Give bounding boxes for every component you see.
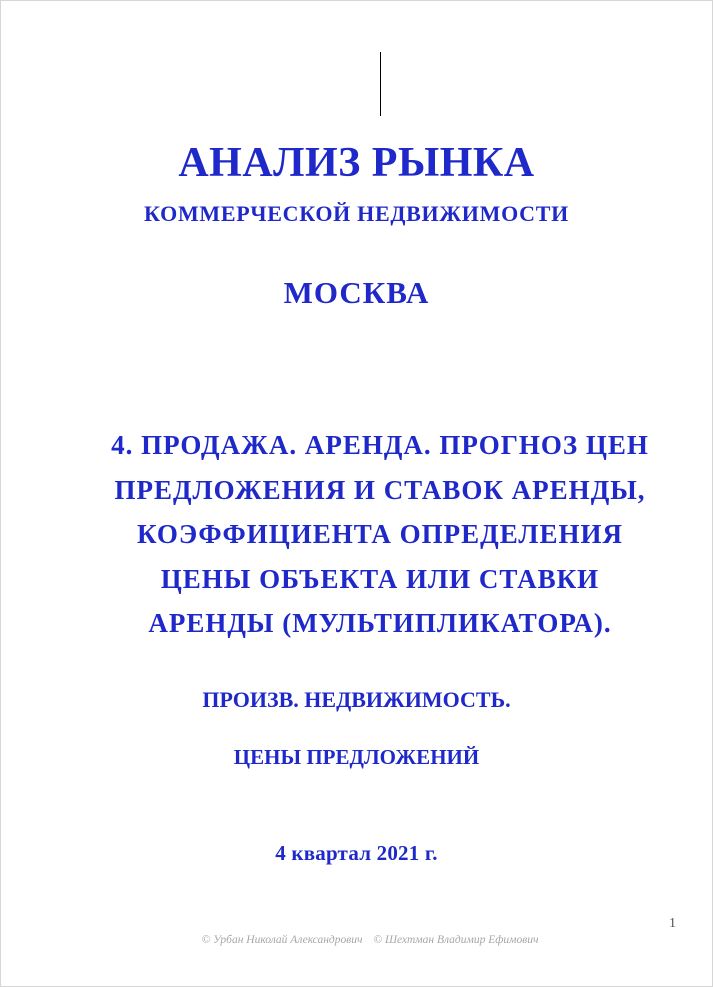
section-heading-line-2: ПРЕДЛОЖЕНИЯ И СТАВОК АРЕНДЫ, — [114, 474, 646, 505]
document-title: АНАЛИЗ РЫНКА — [178, 140, 535, 186]
section-heading-line-5: АРЕНДЫ (МУЛЬТИПЛИКАТОРА). — [148, 608, 612, 638]
document-subtitle: КОММЕРЧЕСКОЙ НЕДВИЖИМОСТИ — [144, 201, 569, 226]
copyright-footer — [1, 930, 713, 950]
report-period: 4 квартал 2021 г. — [275, 841, 438, 865]
city-heading: МОСКВА — [283, 275, 430, 310]
copyright-author-1: © Урбан Николай Александрович — [201, 934, 363, 946]
page-number: 1 — [669, 916, 676, 931]
section-heading-line-3: КОЭФФИЦИЕНТА ОПРЕДЕЛЕНИЯ — [136, 519, 624, 549]
text-cursor — [380, 52, 381, 116]
section-heading-line-1: 4. ПРОДАЖА. АРЕНДА. ПРОГНОЗ ЦЕН — [111, 430, 649, 460]
copyright-author-2: © Шехтман Владимир Ефимович — [373, 934, 539, 946]
market-segment: ПРОИЗВ. НЕДВИЖИМОСТЬ. — [202, 687, 511, 712]
price-type: ЦЕНЫ ПРЕДЛОЖЕНИЙ — [233, 745, 480, 769]
section-heading-line-4: ЦЕНЫ ОБЪЕКТА ИЛИ СТАВКИ — [160, 563, 600, 594]
section-heading — [73, 423, 687, 646]
